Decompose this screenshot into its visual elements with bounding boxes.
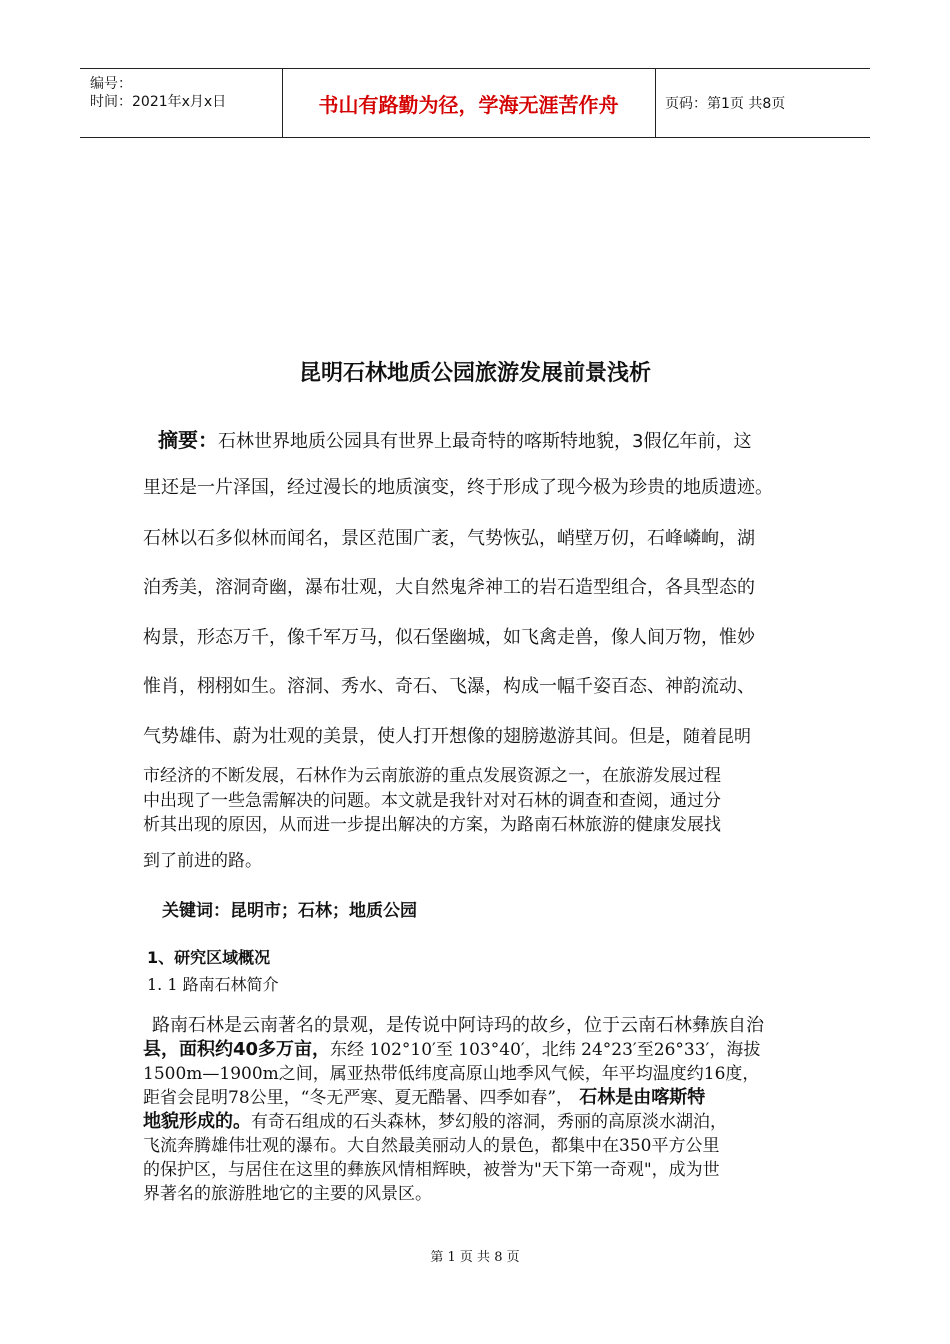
body-line: 界著名的旅游胜地它的主要的风景区。 [143,1184,432,1204]
subsection-heading: 1. 1 路南石林简介 [147,975,279,994]
body-text: 有奇石组成的石头森林，梦幻般的溶洞，秀丽的高原淡水湖泊， [251,1112,727,1132]
body-text: 东经 102°10′至 103°40′，北纬 24°23′至26°33′，海拔 [330,1040,761,1060]
abstract-line: 到了前进的路。 [143,851,262,871]
header-page-number: 页码：第1页 共8页 [665,96,786,112]
section-heading: 1、研究区域概况 [147,948,271,967]
abstract-line: 泊秀美，溶洞奇幽，瀑布壮观，大自然鬼斧神工的岩石造型组合，各具型态的 [143,577,755,598]
body-paragraph [143,1014,813,1206]
body-line [143,1110,813,1134]
body-line [143,1086,813,1110]
number-label: 编号： [90,76,132,92]
body-line: 路南石林是云南著名的景观，是传说中阿诗玛的故乡，位于云南石林彝族自治 [152,1015,764,1036]
body-text: 石林是由喀斯特 [573,1087,706,1108]
abstract-text: 石林世界地质公园具有世界上最奇特的喀斯特地貌，3假亿年前，这 [218,431,752,452]
abstract-line: 里还是一片泽国，经过漫长的地质演变，终于形成了现今极为珍贵的地质遗迹。 [143,477,773,498]
abstract-line [143,722,751,748]
body-text: 县，面积约40多万亩， [143,1039,331,1060]
abstract-text: 随着昆明 [683,727,751,747]
date-label: 时间：2021年x月x日 [90,94,227,110]
keywords: 关键词：昆明市；石林；地质公园 [162,901,417,921]
body-line [143,1038,813,1062]
abstract-line: 惟肖，栩栩如生。溶洞、秀水、奇石、飞瀑，构成一幅千姿百态、神韵流动、 [143,676,755,697]
abstract-line: 石林以石多似林而闻名，景区范围广袤，气势恢弘，峭壁万仞，石峰嶙峋，湖 [143,528,755,549]
abstract-line: 构景，形态万千，像千军万马，似石堡幽城，如飞禽走兽，像人间万物，惟妙 [143,627,755,648]
body-text: 距省会昆明78公里，“冬无严寒、夏无酷暑、四季如春”， [143,1088,574,1108]
body-line: 的保护区，与居住在这里的彝族风情相辉映，被誉为"天下第一奇观"，成为世 [143,1160,720,1180]
page-footer: 第 1 页 共 8 页 [430,1250,520,1265]
page-header [80,68,870,138]
header-divider [655,69,656,137]
abstract-line: 析其出现的原因，从而进一步提出解决的方案，为路南石林旅游的健康发展找 [143,815,721,835]
abstract-label: 摘要： [158,428,218,452]
header-meta [90,75,226,111]
abstract-line: 市经济的不断发展，石林作为云南旅游的重点发展资源之一，在旅游发展过程 [143,766,721,786]
document-title: 昆明石林地质公园旅游发展前景浅析 [298,361,651,386]
body-line: 飞流奔腾雄伟壮观的瀑布。大自然最美丽动人的景色，都集中在350平方公里 [143,1136,720,1156]
abstract-line: 中出现了一些急需解决的问题。本文就是我针对对石林的调查和查阅，通过分 [143,791,721,811]
abstract-first-line [158,424,751,453]
abstract-text: 气势雄伟、蔚为壮观的美景，使人打开想像的翅膀遨游其间。但是， [143,726,683,747]
header-motto: 书山有路勤为径，学海无涯苦作舟 [318,92,619,117]
body-text: 地貌形成的。 [143,1111,251,1132]
body-line: 1500m—1900m之间，属亚热带低纬度高原山地季风气候，年平均温度约16度， [143,1064,760,1084]
